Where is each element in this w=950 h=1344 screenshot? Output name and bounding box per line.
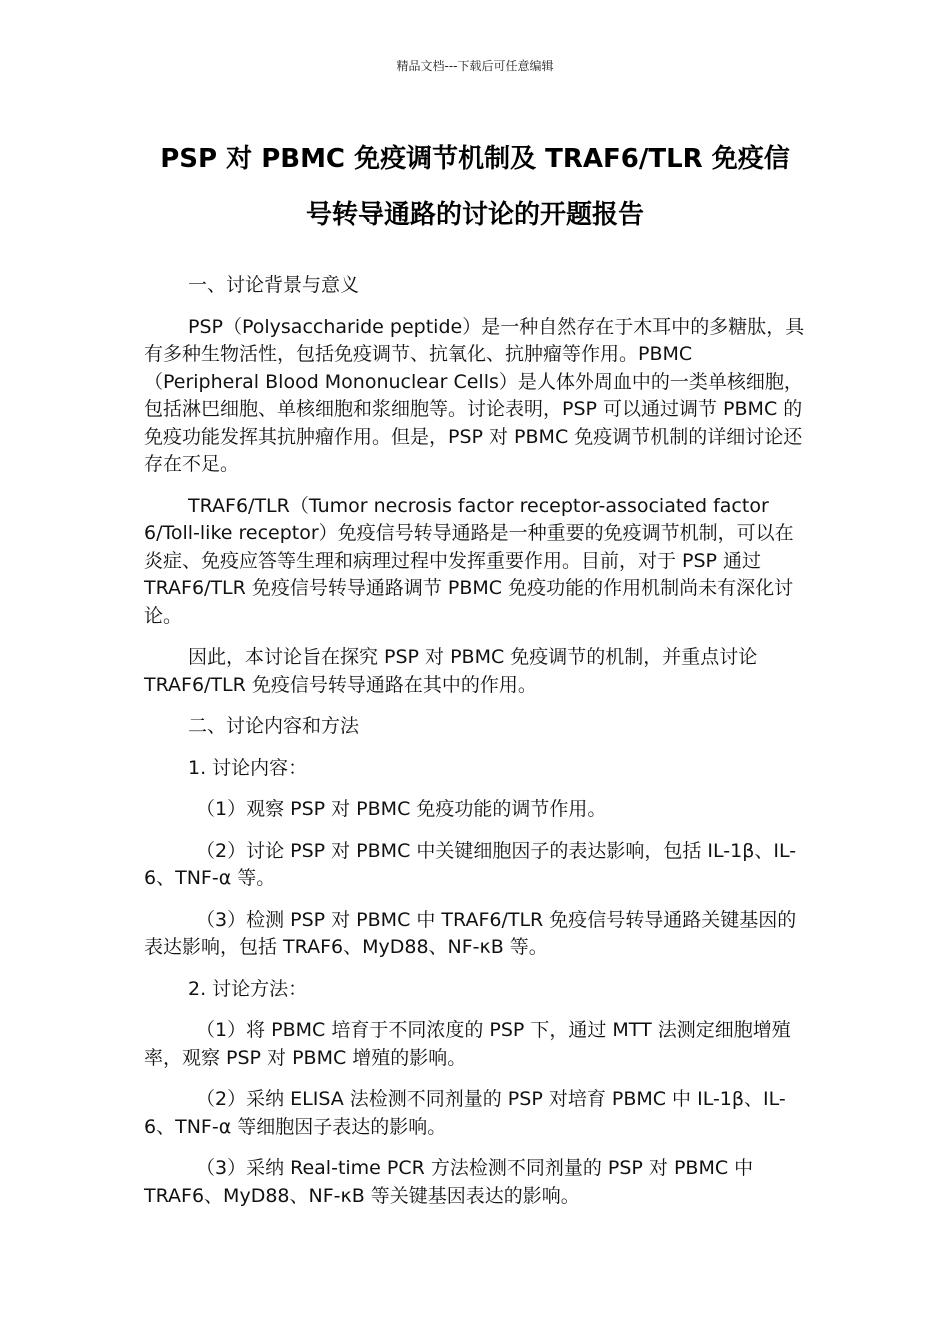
document-body bbox=[144, 272, 806, 1224]
header-note: 精品文档---下载后可任意编辑 bbox=[396, 59, 554, 73]
section-heading-background: 一、讨论背景与意义 bbox=[188, 274, 360, 296]
subheading-research-methods: 2. 讨论方法： bbox=[188, 977, 308, 1000]
document-title-line-2: 号转导通路的讨论的开题报告 bbox=[305, 200, 644, 230]
document-title-line-1: PSP 对 PBMC 免疫调节机制及 TRAF6/TLR 免疫信 bbox=[160, 144, 790, 174]
method-item-3: （3）采纳 Real-time PCR 方法检测不同剂量的 PSP 对 PBMC 中 TRAF6、MyD88、NF-κB 等关键基因表达的影响。 bbox=[144, 1157, 754, 1207]
method-item-2: （2）采纳 ELISA 法检测不同剂量的 PSP 对培育 PBMC 中 IL-1β、IL-6、TNF-α 等细胞因子表达的影响。 bbox=[144, 1088, 786, 1138]
content-item-2: （2）讨论 PSP 对 PBMC 中关键细胞因子的表达影响，包括 IL-1β、IL-6、TNF-α 等。 bbox=[144, 839, 797, 889]
paragraph-aim: 因此，本讨论旨在探究 PSP 对 PBMC 免疫调节的机制，并重点讨论 TRAF6/TLR 免疫信号转导通路在其中的作用。 bbox=[144, 646, 758, 696]
subheading-research-content: 1. 讨论内容： bbox=[188, 756, 308, 779]
method-item-1: （1）将 PBMC 培育于不同浓度的 PSP 下，通过 MTT 法测定细胞增殖率，观察 PSP 对 PBMC 增殖的影响。 bbox=[144, 1019, 791, 1069]
section-heading-content-methods: 二、讨论内容和方法 bbox=[188, 715, 360, 737]
content-item-3: （3）检测 PSP 对 PBMC 中 TRAF6/TLR 免疫信号转导通路关键基因的表达影响，包括 TRAF6、MyD88、NF-κB 等。 bbox=[144, 908, 797, 958]
paragraph-traf6-tlr: TRAF6/TLR（Tumor necrosis factor receptor-associated factor 6/Toll-like receptor）免疫信号转导通路是一种重要的免疫调节机制，可以在炎症、免疫应答等生理和病理过程中发挥重要作用。目前，对于 PSP 通过 TRAF6/TLR 免疫信号转导通路调节 PBMC 免疫功能的作用机制尚未有深化讨论。 bbox=[144, 494, 794, 627]
paragraph-psp-pbmc: PSP（Polysaccharide peptide）是一种自然存在于木耳中的多糖肽，具有多种生物活性，包括免疫调节、抗氧化、抗肿瘤等作用。PBMC（Peripheral Blood Mononuclear Cells）是人体外周血中的一类单核细胞，包括淋巴细胞、单核细胞和浆细胞等。讨论表明，PSP 可以通过调节 PBMC 的免疫功能发挥其抗肿瘤作用。但是，PSP 对 PBMC 免疫调节机制的详细讨论还存在不足。 bbox=[144, 315, 805, 475]
content-item-1: （1）观察 PSP 对 PBMC 免疫功能的调节作用。 bbox=[196, 798, 607, 820]
